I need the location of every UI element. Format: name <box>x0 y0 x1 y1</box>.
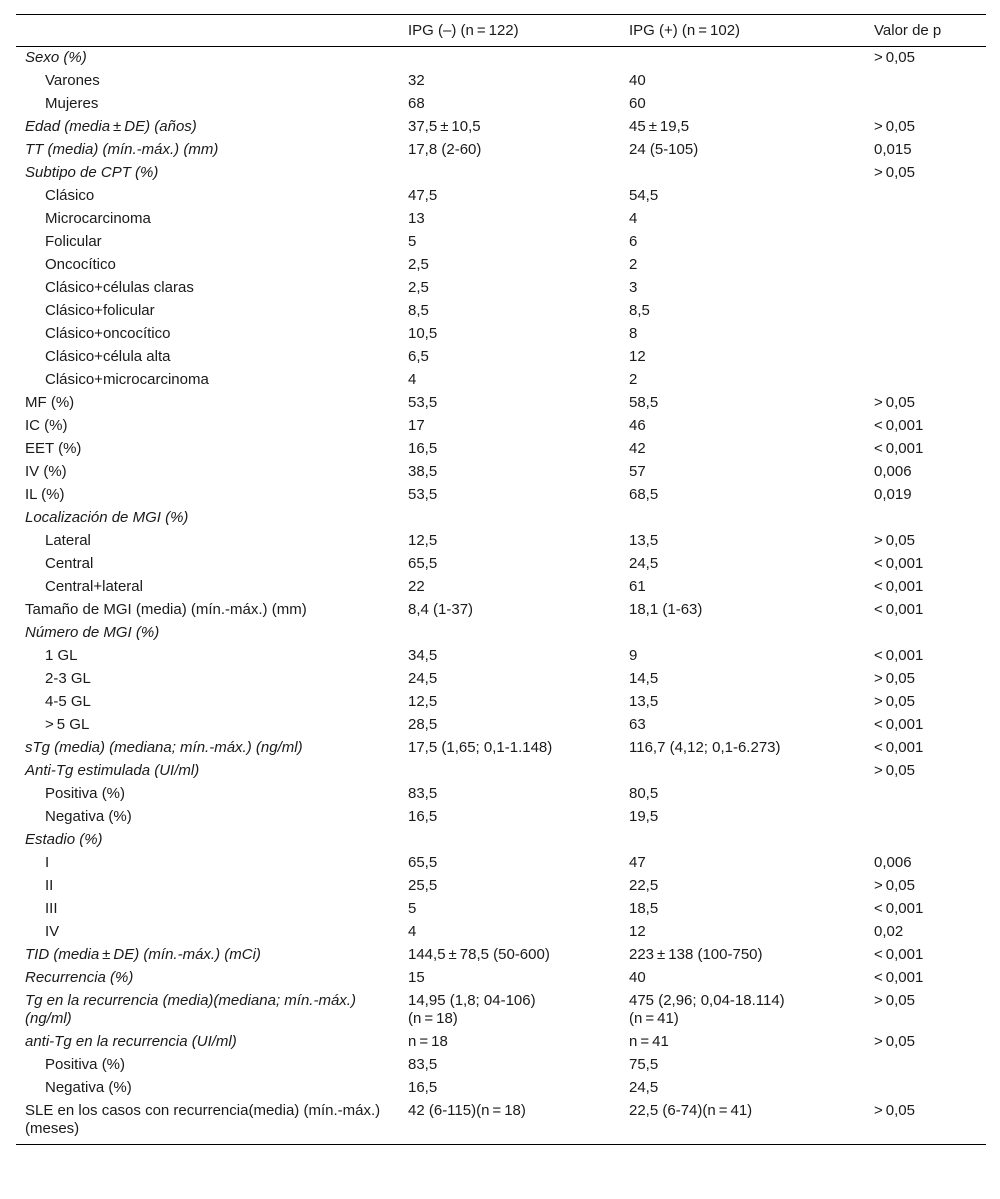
table-row <box>16 760 986 783</box>
p-value: < 0,001 <box>874 417 924 434</box>
table-row <box>16 392 986 415</box>
value-ipg-negative: 34,5 <box>408 647 438 664</box>
value-ipg-positive: 2 <box>629 371 638 388</box>
header-p-value: Valor de p <box>874 15 986 47</box>
p-value: 0,015 <box>874 141 912 158</box>
p-value: < 0,001 <box>874 946 924 963</box>
table-row <box>16 323 986 346</box>
table-row <box>16 1054 986 1077</box>
value-ipg-positive: 57 <box>629 463 646 480</box>
table-row <box>16 231 986 254</box>
row-label: EET (%) <box>25 440 82 457</box>
value-ipg-negative: 42 (6-115)(n = 18) <box>408 1100 629 1145</box>
value-ipg-negative: 144,5 ± 78,5 (50-600) <box>408 946 550 963</box>
value-ipg-positive: 24,5 <box>629 1079 659 1096</box>
table-row <box>16 1077 986 1100</box>
row-label: Positiva (%) <box>45 785 126 802</box>
value-ipg-negative: 5 <box>408 900 417 917</box>
row-label: II <box>45 877 54 894</box>
p-value <box>874 93 986 116</box>
header-row <box>16 15 986 47</box>
value-ipg-positive: 19,5 <box>629 808 659 825</box>
p-value: > 0,05 <box>874 670 915 687</box>
table-row <box>16 898 986 921</box>
value-ipg-negative: 16,5 <box>408 440 438 457</box>
table-row <box>16 484 986 507</box>
p-value: < 0,001 <box>874 900 924 917</box>
value-ipg-positive <box>629 760 874 783</box>
p-value: > 0,05 <box>874 394 915 411</box>
value-ipg-positive: 46 <box>629 417 646 434</box>
header-group-positive: IPG (+) (n = 102) <box>629 15 874 47</box>
table-header <box>16 15 986 47</box>
value-ipg-negative: 53,5 <box>408 394 438 411</box>
row-label: Clásico+células claras <box>45 279 194 296</box>
p-value: > 0,05 <box>874 693 915 710</box>
value-ipg-positive: 6 <box>629 233 638 250</box>
p-value: > 0,05 <box>874 992 915 1009</box>
value-ipg-negative <box>408 829 629 852</box>
value-ipg-positive: n = 41 <box>629 1033 669 1050</box>
row-label: Clásico+célula alta <box>45 348 171 365</box>
value-ipg-positive: 80,5 <box>629 785 659 802</box>
p-value <box>874 346 986 369</box>
p-value: < 0,001 <box>874 601 924 618</box>
p-value: > 0,05 <box>874 877 915 894</box>
p-value <box>874 783 986 806</box>
value-ipg-positive: 12 <box>629 348 646 365</box>
value-ipg-negative: 8,5 <box>408 302 429 319</box>
value-ipg-negative: 2,5 <box>408 256 429 273</box>
value-ipg-negative: 25,5 <box>408 877 438 894</box>
p-value <box>874 70 986 93</box>
value-ipg-positive: 3 <box>629 279 638 296</box>
row-label: Clásico+folicular <box>45 302 155 319</box>
table-row <box>16 714 986 737</box>
value-ipg-negative <box>408 622 629 645</box>
value-ipg-positive: 22,5 <box>629 877 659 894</box>
p-value: > 0,05 <box>874 118 915 135</box>
row-label: Sexo (%) <box>25 49 87 66</box>
table-row <box>16 185 986 208</box>
p-value: < 0,001 <box>874 440 924 457</box>
value-ipg-negative <box>408 162 629 185</box>
row-label: Clásico <box>45 187 95 204</box>
value-ipg-negative <box>408 47 629 71</box>
value-ipg-negative: 65,5 <box>408 854 438 871</box>
row-label: 1 GL <box>45 647 78 664</box>
value-ipg-negative: 4 <box>408 923 417 940</box>
header-group-negative: IPG (–) (n = 122) <box>408 15 629 47</box>
p-value: 0,006 <box>874 463 912 480</box>
value-ipg-positive: 14,5 <box>629 670 659 687</box>
table-row <box>16 806 986 829</box>
p-value <box>874 254 986 277</box>
table-row <box>16 1031 986 1054</box>
row-label: Anti-Tg estimulada (UI/ml) <box>25 762 200 779</box>
p-value: > 0,05 <box>874 49 915 66</box>
table-row <box>16 415 986 438</box>
value-ipg-negative: 83,5 <box>408 1056 438 1073</box>
p-value: > 0,05 <box>874 1033 915 1050</box>
p-value: > 0,05 <box>874 762 915 779</box>
value-ipg-negative: 65,5 <box>408 555 438 572</box>
table-row <box>16 254 986 277</box>
table-row <box>16 829 986 852</box>
value-ipg-positive: 60 <box>629 95 646 112</box>
value-ipg-negative: 13 <box>408 210 425 227</box>
row-label: Microcarcinoma <box>45 210 151 227</box>
table-row <box>16 300 986 323</box>
table-row <box>16 162 986 185</box>
table-row <box>16 576 986 599</box>
value-ipg-negative: 4 <box>408 371 417 388</box>
table-row <box>16 783 986 806</box>
row-label: III <box>45 900 58 917</box>
row-label: TID (media ± DE) (mín.-máx.) (mCi) <box>25 946 261 963</box>
value-ipg-positive: 24,5 <box>629 555 659 572</box>
value-ipg-negative: 17,8 (2-60) <box>408 141 482 158</box>
value-ipg-positive: 40 <box>629 72 646 89</box>
table-row <box>16 461 986 484</box>
table-row <box>16 691 986 714</box>
value-ipg-positive: 61 <box>629 578 646 595</box>
value-ipg-positive: 4 <box>629 210 638 227</box>
value-ipg-negative: 53,5 <box>408 486 438 503</box>
value-ipg-negative: 32 <box>408 72 425 89</box>
value-ipg-negative: 16,5 <box>408 808 438 825</box>
value-ipg-negative: 6,5 <box>408 348 429 365</box>
p-value <box>874 622 986 645</box>
p-value <box>874 369 986 392</box>
table-row <box>16 645 986 668</box>
p-value <box>874 231 986 254</box>
value-ipg-positive: 18,1 (1-63) <box>629 601 703 618</box>
row-label: Clásico+microcarcinoma <box>45 371 209 388</box>
row-label: > 5 GL <box>45 716 90 733</box>
p-value <box>874 806 986 829</box>
value-ipg-positive: 9 <box>629 647 638 664</box>
value-ipg-negative: 14,95 (1,8; 04-106) (n = 18) <box>408 992 536 1027</box>
value-ipg-negative: 12,5 <box>408 693 438 710</box>
row-label: Subtipo de CPT (%) <box>25 164 159 181</box>
row-label: Mujeres <box>45 95 99 112</box>
value-ipg-positive: 47 <box>629 854 646 871</box>
value-ipg-positive: 13,5 <box>629 532 659 549</box>
table-body <box>16 47 986 1145</box>
table-row <box>16 852 986 875</box>
value-ipg-positive: 8,5 <box>629 302 650 319</box>
value-ipg-positive <box>629 507 874 530</box>
row-label: Positiva (%) <box>45 1056 126 1073</box>
row-label: IL (%) <box>25 486 65 503</box>
value-ipg-negative: 12,5 <box>408 532 438 549</box>
p-value: < 0,001 <box>874 739 924 756</box>
table-row <box>16 599 986 622</box>
table-row <box>16 737 986 760</box>
value-ipg-negative <box>408 760 629 783</box>
table-row <box>16 208 986 231</box>
row-label: sTg (media) (mediana; mín.-máx.) (ng/ml) <box>25 739 303 756</box>
row-label: Central <box>45 555 94 572</box>
row-label: Localización de MGI (%) <box>25 509 189 526</box>
row-label: Folicular <box>45 233 102 250</box>
p-value <box>874 323 986 346</box>
value-ipg-negative <box>408 507 629 530</box>
table-row <box>16 553 986 576</box>
p-value <box>874 507 986 530</box>
value-ipg-negative: 15 <box>408 969 425 986</box>
row-label: Varones <box>45 72 100 89</box>
table-row <box>16 921 986 944</box>
value-ipg-negative: 17,5 (1,65; 0,1-1.148) <box>408 739 553 756</box>
value-ipg-negative: 10,5 <box>408 325 438 342</box>
table-row <box>16 622 986 645</box>
p-value: < 0,001 <box>874 555 924 572</box>
header-label-cell <box>16 15 408 47</box>
row-label: 4-5 GL <box>45 693 91 710</box>
table-row <box>16 944 986 967</box>
table-row <box>16 139 986 162</box>
value-ipg-positive: 475 (2,96; 0,04-18.114) (n = 41) <box>629 992 785 1027</box>
table-row <box>16 1100 986 1145</box>
row-label: IC (%) <box>25 417 68 434</box>
row-label: 2-3 GL <box>45 670 91 687</box>
value-ipg-negative: 38,5 <box>408 463 438 480</box>
p-value <box>874 300 986 323</box>
p-value <box>874 1077 986 1100</box>
value-ipg-positive: 8 <box>629 325 638 342</box>
table-row <box>16 668 986 691</box>
p-value <box>874 829 986 852</box>
value-ipg-positive: 116,7 (4,12; 0,1-6.273) <box>629 739 781 756</box>
value-ipg-negative: 16,5 <box>408 1079 438 1096</box>
value-ipg-positive <box>629 829 874 852</box>
value-ipg-positive: 54,5 <box>629 187 659 204</box>
value-ipg-positive: 42 <box>629 440 646 457</box>
row-label: Negativa (%) <box>45 808 132 825</box>
value-ipg-positive: 12 <box>629 923 646 940</box>
row-label: TT (media) (mín.-máx.) (mm) <box>25 141 219 158</box>
table-row <box>16 507 986 530</box>
value-ipg-negative: 2,5 <box>408 279 429 296</box>
table-row <box>16 70 986 93</box>
table-row <box>16 277 986 300</box>
p-value <box>874 208 986 231</box>
value-ipg-positive <box>629 47 874 71</box>
row-label: Estadio (%) <box>25 831 103 848</box>
table-row <box>16 47 986 71</box>
p-value: < 0,001 <box>874 969 924 986</box>
row-label: Tg en la recurrencia (media)(mediana; mín.-máx.) (ng/ml) <box>25 992 361 1027</box>
row-label: IV <box>45 923 60 940</box>
value-ipg-positive: 24 (5-105) <box>629 141 699 158</box>
row-label: Clásico+oncocítico <box>45 325 171 342</box>
value-ipg-negative: 8,4 (1-37) <box>408 601 474 618</box>
row-label: Oncocítico <box>45 256 116 273</box>
value-ipg-positive: 13,5 <box>629 693 659 710</box>
row-label: MF (%) <box>25 394 75 411</box>
value-ipg-negative: 47,5 <box>408 187 438 204</box>
p-value: < 0,001 <box>874 578 924 595</box>
value-ipg-positive: 75,5 <box>629 1056 659 1073</box>
value-ipg-positive: 68,5 <box>629 486 659 503</box>
row-label: Central+lateral <box>45 578 143 595</box>
table-row <box>16 438 986 461</box>
value-ipg-positive: 2 <box>629 256 638 273</box>
row-label: Tamaño de MGI (media) (mín.-máx.) (mm) <box>25 601 307 618</box>
row-label: Recurrencia (%) <box>25 969 134 986</box>
value-ipg-positive: 18,5 <box>629 900 659 917</box>
value-ipg-negative: 22 <box>408 578 425 595</box>
p-value: 0,006 <box>874 854 912 871</box>
p-value: > 0,05 <box>874 164 915 181</box>
row-label: Número de MGI (%) <box>25 624 160 641</box>
p-value: < 0,001 <box>874 647 924 664</box>
value-ipg-negative: 24,5 <box>408 670 438 687</box>
table-row <box>16 875 986 898</box>
p-value: > 0,05 <box>874 1100 986 1145</box>
row-label: anti-Tg en la recurrencia (UI/ml) <box>25 1033 237 1050</box>
table-row <box>16 369 986 392</box>
value-ipg-negative: 83,5 <box>408 785 438 802</box>
value-ipg-negative: 17 <box>408 417 425 434</box>
p-value <box>874 277 986 300</box>
p-value <box>874 1054 986 1077</box>
row-label: IV (%) <box>25 463 67 480</box>
p-value: 0,02 <box>874 923 904 940</box>
value-ipg-positive: 40 <box>629 969 646 986</box>
value-ipg-negative: n = 18 <box>408 1033 448 1050</box>
row-label: SLE en los casos con recurrencia(media) (mín.-máx.) (meses) <box>16 1100 408 1145</box>
value-ipg-negative: 68 <box>408 95 425 112</box>
p-value: 0,019 <box>874 486 912 503</box>
table-row <box>16 116 986 139</box>
p-value: > 0,05 <box>874 532 915 549</box>
row-label: Edad (media ± DE) (años) <box>25 118 197 135</box>
p-value <box>874 185 986 208</box>
value-ipg-positive: 63 <box>629 716 646 733</box>
table-row <box>16 990 986 1031</box>
value-ipg-negative: 5 <box>408 233 417 250</box>
row-label: I <box>45 854 50 871</box>
table-row <box>16 967 986 990</box>
value-ipg-positive: 58,5 <box>629 394 659 411</box>
value-ipg-positive: 223 ± 138 (100-750) <box>629 946 763 963</box>
value-ipg-positive <box>629 622 874 645</box>
table-row <box>16 530 986 553</box>
value-ipg-positive <box>629 162 874 185</box>
value-ipg-negative: 28,5 <box>408 716 438 733</box>
value-ipg-positive: 45 ± 19,5 <box>629 118 690 135</box>
value-ipg-positive: 22,5 (6-74)(n = 41) <box>629 1100 874 1145</box>
value-ipg-negative: 37,5 ± 10,5 <box>408 118 481 135</box>
data-table <box>16 14 986 1145</box>
p-value: < 0,001 <box>874 716 924 733</box>
row-label: Lateral <box>45 532 91 549</box>
table-row <box>16 346 986 369</box>
table-row <box>16 93 986 116</box>
row-label: Negativa (%) <box>45 1079 132 1096</box>
